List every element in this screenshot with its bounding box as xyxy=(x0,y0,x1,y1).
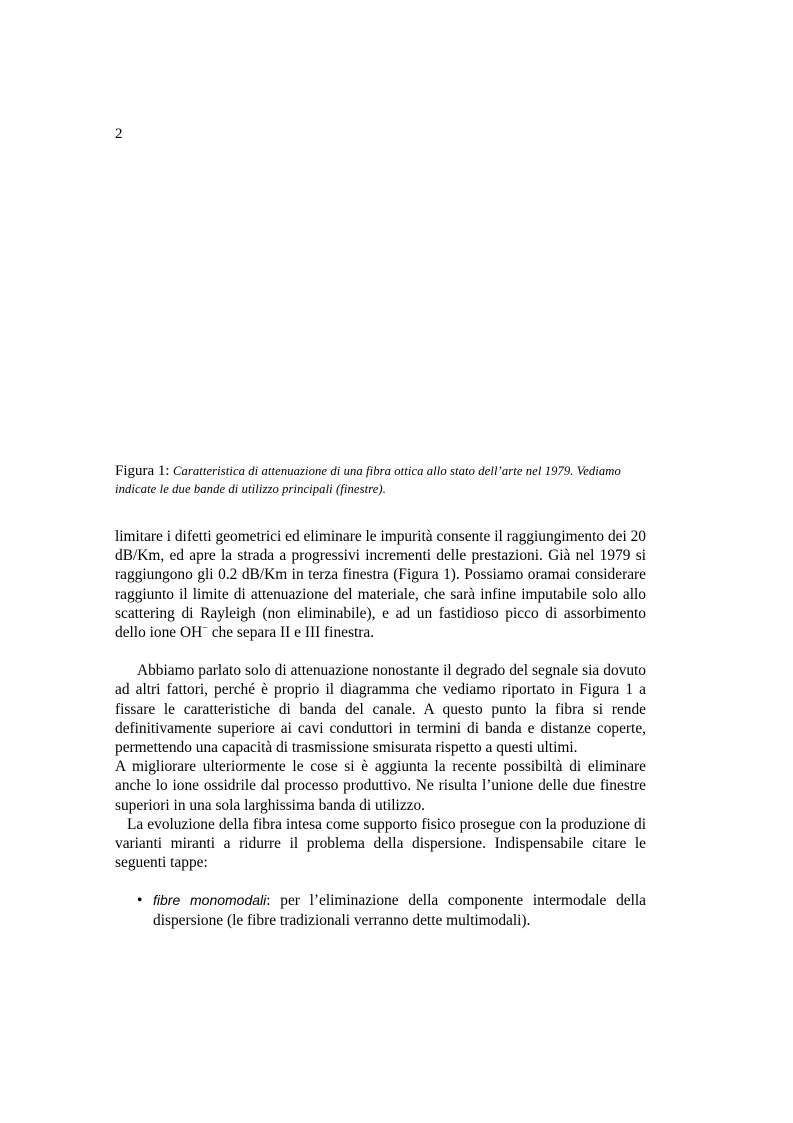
paragraph-1 xyxy=(115,527,646,642)
figure-caption xyxy=(115,462,646,498)
milestones-list xyxy=(115,891,646,929)
page-number: 2 xyxy=(115,126,123,142)
paragraph-4: La evoluzione della fibra intesa come supporto fisico prosegue con la produzione di varianti miranti a ridurre il problema della dispersione. Indispensabile citare le seguenti tappe: xyxy=(115,815,646,872)
superscript-minus: − xyxy=(202,622,208,634)
paragraph-3: A migliorare ulteriormente le cose si è aggiunta la recente possibiltà di eliminare anche lo ione ossidrile dal processo produttivo. Ne risulta l’unione delle due finestre superiori in una sola larghissima banda di utilizzo. xyxy=(115,758,646,814)
list-item-text: : per l’eliminazione della componente intermodale della dispersione (le fibre tradizionali verranno dette multimodali). xyxy=(153,892,646,929)
list-item-term: fibre monomodali xyxy=(153,892,267,909)
body-text xyxy=(115,527,646,930)
paragraph-1-text: limitare i difetti geometrici ed eliminare le impurità consente il raggiungimento dei 20 dB/Km, ed apre la strada a progressivi incrementi delle prestazioni. Già nel 1979 si raggiungono gli 0.2 dB/Km in terza finestra (Figura 1). Possiamo oramai considerare raggiunto il limite di attenuazione del materiale, che sarà infine imputabile solo allo scattering di Rayleigh (non eliminabile), e ad un fastidioso picco di assorbimento dello ione OH xyxy=(115,528,646,642)
figure-caption-text: Caratteristica di attenuazione di una fibra ottica allo stato dell’arte nel 1979. Vediamo indicate le due bande di utilizzo principali (finestre). xyxy=(115,464,621,496)
figure-label: Figura 1: xyxy=(115,463,170,479)
paragraph-1-end: che separa II e III finestra. xyxy=(207,624,375,642)
paragraph-2: Abbiamo parlato solo di attenuazione nonostante il degrado del segnale sia dovuto ad altri fattori, perché è proprio il diagramma che vediamo riportato in Figura 1 a fissare le caratteristiche di banda del canale. A questo punto la fibra si rende definitivamente superiore ai cavi conduttori in termini di banda e distanze coperte, permettendo una capacità di trasmissione smisurata rispetto a questi ultimi. xyxy=(115,662,646,757)
bullet-icon: • xyxy=(137,892,143,910)
figure-area xyxy=(115,150,646,450)
list-item xyxy=(115,891,646,929)
